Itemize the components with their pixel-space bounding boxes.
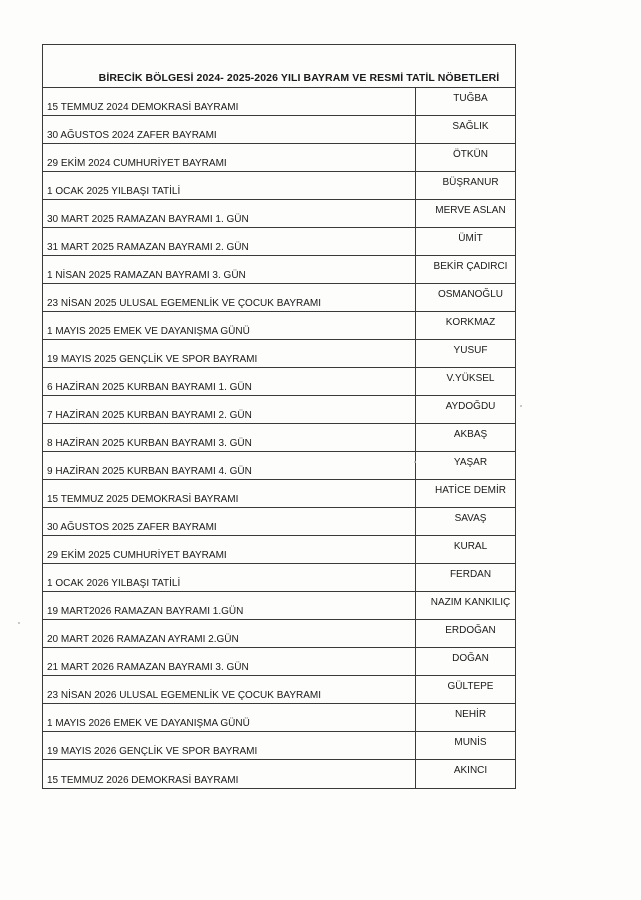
duty-name-cell: HATİCE DEMİR	[435, 485, 506, 496]
holiday-cell: 1 OCAK 2026 YILBAŞI TATİLİ	[43, 564, 416, 591]
table-row	[43, 480, 515, 508]
table-row	[43, 592, 515, 620]
table-row	[43, 396, 515, 424]
scan-speck	[414, 461, 416, 463]
table-row	[43, 256, 515, 284]
table-row	[43, 312, 515, 340]
duty-name-cell: SAĞLIK	[452, 121, 489, 132]
table-row	[43, 732, 515, 760]
table-row	[43, 368, 515, 396]
duty-name-cell: OSMANOĞLU	[437, 289, 503, 300]
duty-name-cell: KORKMAZ	[445, 317, 496, 328]
holiday-cell: 1 NİSAN 2025 RAMAZAN BAYRAMI 3. GÜN	[43, 256, 416, 283]
table-row	[43, 228, 515, 256]
scan-speck	[520, 405, 522, 407]
table-row	[43, 340, 515, 368]
duty-name-cell: DOĞAN	[452, 653, 489, 664]
holiday-cell: 7 HAZİRAN 2025 KURBAN BAYRAMI 2. GÜN	[43, 396, 416, 423]
table-row	[43, 704, 515, 732]
holiday-cell: 1 MAYIS 2026 EMEK VE DAYANIŞMA GÜNÜ	[43, 704, 416, 731]
table-row	[43, 88, 515, 116]
table-body	[43, 88, 515, 788]
duty-table	[42, 44, 516, 789]
holiday-cell: 19 MAYIS 2026 GENÇLİK VE SPOR BAYRAMI	[43, 732, 416, 759]
duty-name-cell: MUNİS	[454, 737, 487, 748]
duty-name-cell: YAŞAR	[453, 457, 488, 468]
duty-name-cell: YUSUF	[453, 345, 488, 356]
holiday-cell: 15 TEMMUZ 2025 DEMOKRASİ BAYRAMI	[43, 480, 416, 507]
table-row	[43, 200, 515, 228]
table-row	[43, 116, 515, 144]
holiday-cell: 29 EKİM 2025 CUMHURİYET BAYRAMI	[43, 536, 416, 563]
holiday-cell: 21 MART 2026 RAMAZAN BAYRAMI 3. GÜN	[43, 648, 416, 675]
duty-name-cell: KURAL	[453, 541, 488, 552]
duty-name-cell: V.YÜKSEL	[446, 373, 495, 384]
table-row	[43, 424, 515, 452]
table-row	[43, 284, 515, 312]
duty-name-cell: NAZIM KANKILIÇ	[430, 597, 511, 608]
holiday-cell: 30 AĞUSTOS 2025 ZAFER BAYRAMI	[43, 508, 416, 535]
duty-name-cell: FERDAN	[449, 569, 492, 580]
holiday-cell: 1 OCAK 2025 YILBAŞI TATİLİ	[43, 172, 416, 199]
table-row	[43, 648, 515, 676]
duty-name-cell: BÜŞRANUR	[442, 177, 499, 188]
table-title-row	[43, 45, 515, 88]
table-title: BİRECİK BÖLGESİ 2024- 2025-2026 YILI BAYRAM VE RESMİ TATİL NÖBETLERİ	[98, 72, 500, 84]
duty-name-cell: ÜMİT	[458, 233, 483, 244]
duty-name-cell: SAVAŞ	[454, 513, 487, 524]
holiday-cell: 23 NİSAN 2026 ULUSAL EGEMENLİK VE ÇOCUK BAYRAMI	[43, 676, 416, 703]
duty-name-cell: TUĞBA	[453, 93, 488, 104]
holiday-cell: 31 MART 2025 RAMAZAN BAYRAMI 2. GÜN	[43, 228, 416, 255]
scan-speck	[18, 622, 20, 624]
table-row	[43, 172, 515, 200]
table-row	[43, 564, 515, 592]
holiday-cell: 19 MAYIS 2025 GENÇLİK VE SPOR BAYRAMI	[43, 340, 416, 367]
table-row	[43, 676, 515, 704]
duty-name-cell: AKINCI	[453, 765, 488, 776]
table-row	[43, 508, 515, 536]
holiday-cell: 20 MART 2026 RAMAZAN AYRAMI 2.GÜN	[43, 620, 416, 647]
holiday-cell: 15 TEMMUZ 2024 DEMOKRASİ BAYRAMI	[43, 88, 416, 115]
duty-name-cell: AKBAŞ	[453, 429, 488, 440]
holiday-cell: 19 MART2026 RAMAZAN BAYRAMI 1.GÜN	[43, 592, 416, 619]
duty-name-cell: NEHİR	[454, 709, 487, 720]
holiday-cell: 1 MAYIS 2025 EMEK VE DAYANIŞMA GÜNÜ	[43, 312, 416, 339]
table-row	[43, 536, 515, 564]
table-row	[43, 452, 515, 480]
duty-name-cell: BEKİR ÇADIRCI	[433, 261, 508, 272]
table-row	[43, 620, 515, 648]
table-row	[43, 760, 515, 788]
holiday-cell: 6 HAZİRAN 2025 KURBAN BAYRAMI 1. GÜN	[43, 368, 416, 395]
duty-name-cell: ERDOĞAN	[445, 625, 496, 636]
table-row	[43, 144, 515, 172]
duty-name-cell: MERVE ASLAN	[435, 205, 506, 216]
duty-name-cell: AYDOĞDU	[445, 401, 496, 412]
holiday-cell: 29 EKİM 2024 CUMHURİYET BAYRAMI	[43, 144, 416, 171]
holiday-cell: 15 TEMMUZ 2026 DEMOKRASİ BAYRAMI	[43, 760, 416, 788]
duty-name-cell: ÖTKÜN	[453, 149, 488, 160]
holiday-cell: 9 HAZİRAN 2025 KURBAN BAYRAMI 4. GÜN	[43, 452, 416, 479]
holiday-cell: 30 MART 2025 RAMAZAN BAYRAMI 1. GÜN	[43, 200, 416, 227]
holiday-cell: 30 AĞUSTOS 2024 ZAFER BAYRAMI	[43, 116, 416, 143]
holiday-cell: 8 HAZİRAN 2025 KURBAN BAYRAMI 3. GÜN	[43, 424, 416, 451]
holiday-cell: 23 NİSAN 2025 ULUSAL EGEMENLİK VE ÇOCUK BAYRAMI	[43, 284, 416, 311]
duty-name-cell: GÜLTEPE	[447, 681, 494, 692]
